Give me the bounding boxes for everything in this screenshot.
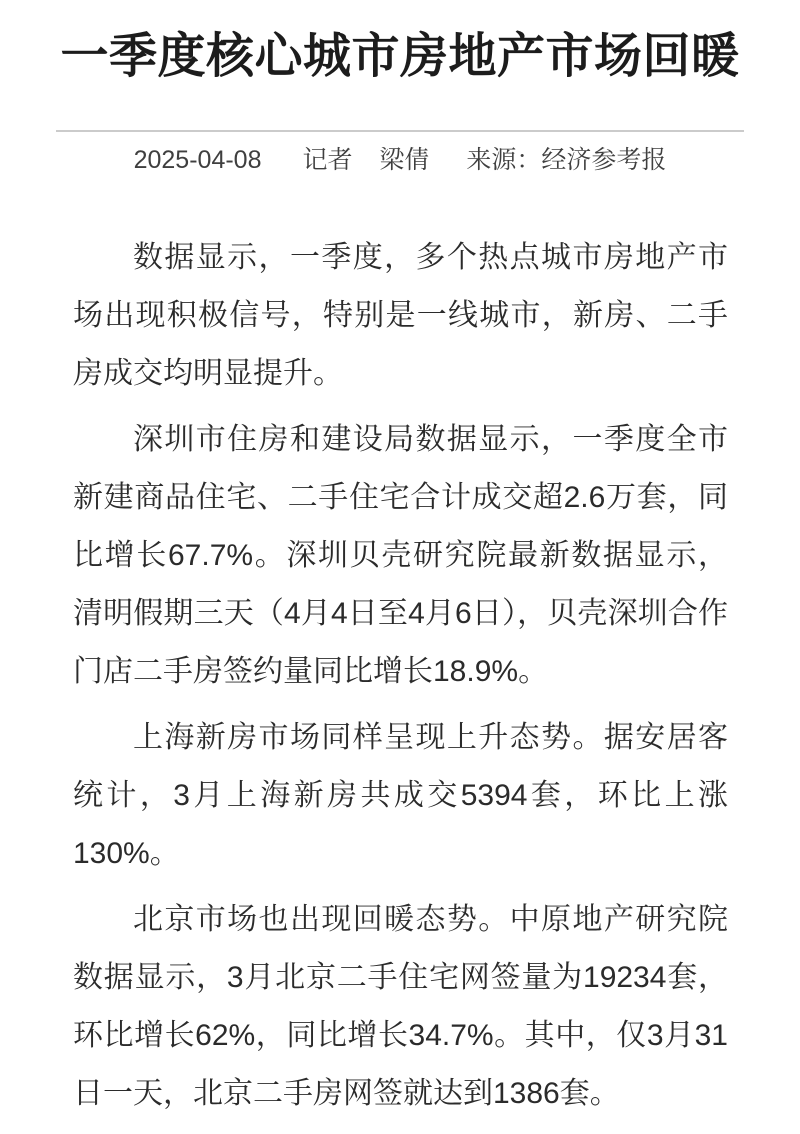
paragraph-2: 深圳市住房和建设局数据显示，一季度全市新建商品住宅、二手住宅合计成交超2.6万套，同比增长67.7%。深圳贝壳研究院最新数据显示，清明假期三天（4月4日至4月6日），贝壳深圳合作门店二手房签约量同比增长18.9%。: [73, 423, 728, 688]
paragraph-4: 北京市场也出现回暖态势。中原地产研究院数据显示，3月北京二手住宅网签量为19234套，环比增长62%，同比增长34.7%。其中，仅3月31日一天，北京二手房网签就达到1386套。: [73, 903, 728, 1110]
source-label: 来源：经济参考报: [466, 146, 667, 174]
reporter-label: 记者: [302, 146, 353, 174]
publish-date: 2025-04-08: [133, 146, 262, 174]
reporter-name: 梁倩: [379, 146, 430, 174]
paragraph-3: 上海新房市场同样呈现上升态势。据安居客统计，3月上海新房共成交5394套，环比上涨130%。: [73, 721, 728, 870]
article-meta: [0, 144, 800, 176]
article-body: [73, 229, 728, 1123]
article-title: 一季度核心城市房地产市场回暖: [60, 30, 740, 83]
paragraph-1: 数据显示，一季度，多个热点城市房地产市场出现积极信号，特别是一线城市，新房、二手房成交均明显提升。: [73, 241, 728, 390]
title-divider: [56, 130, 744, 132]
